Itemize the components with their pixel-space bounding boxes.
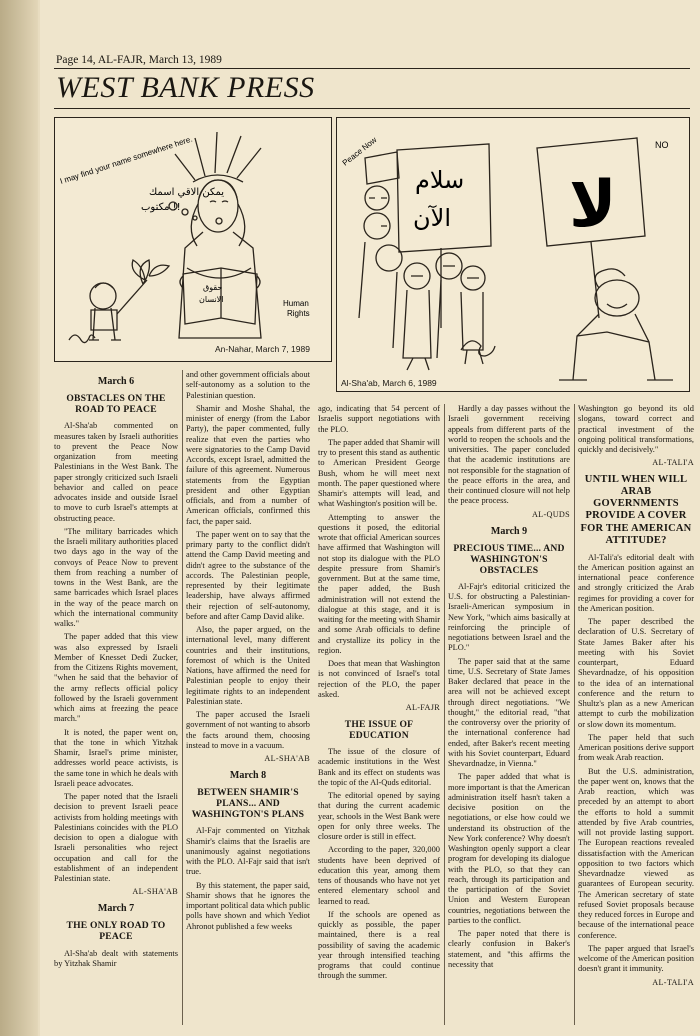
article-paragraph: The issue of the closure of academic institutions in the West Bank and its effect on students was the topic of the Al-Quds editorial.	[318, 747, 440, 787]
source-credit: AL-SHA'AB	[132, 887, 178, 897]
column-4	[448, 404, 570, 973]
article-paragraph: Shamir and Moshe Shahal, the minister of energy (from the Labor Party), the paper commented, fully realize that even the parties who were signatories to the Camp David Accords, except Israel, admitted the failure of this agreement. Numerous statements from the Egyptian president and other Egyptian officials, and from a number of American officials, confirmed this fact, the paper said.	[186, 403, 310, 526]
column-5	[578, 404, 694, 994]
date-heading: March 9	[490, 525, 528, 537]
sign-no-en: NO	[655, 140, 669, 150]
article-headline: UNTIL WHEN WILL ARAB GOVERNMENTS PROVIDE A COVER FOR THE AMERICAN ATTITUDE?	[580, 474, 692, 546]
masthead-rule	[54, 108, 690, 109]
article-paragraph: The paper described the declaration of U.S. Secretary of State James Baker after his meeting with his Soviet counterpart, Eduard Shevardnadze, of his opposition to the idea of an international conference and the return to Shultz's plan as a new American attempt to curb the mobilization or slow down its momentum.	[578, 617, 694, 729]
page-folio: Page 14, AL-FAJR, March 13, 1989	[56, 54, 222, 66]
date-heading: March 6	[97, 376, 135, 387]
article-paragraph: Al-Sha'ab dealt with statements by Yitzhak Shamir	[54, 948, 178, 968]
article-paragraph: Also, the paper argued, on the international level, many different countries and their institutions, foremost of which is the United Nations, have affirmed the need for Palestinian people to enjoy their legitimate rights to an independent Palestinian state.	[186, 625, 310, 706]
article-paragraph: Washington go beyond its old slogans, toward correct and practical investment of the ongoing political transformations, quickly and decisively."	[578, 404, 694, 454]
cartoon-drawing-right	[337, 118, 690, 392]
article-paragraph: It is noted, the paper went on, that the tone in which Yitzhak Shamir, Israel's prime minister, addresses world peace activists, is the same tone in which he deals with Israeli peace advocates.	[54, 727, 178, 788]
article-paragraph: Does that mean that Washington is not convinced of Israel's total rejection of the PLO, the paper asked.	[318, 659, 440, 699]
date-heading: March 7	[97, 903, 135, 915]
article-paragraph: The paper went on to say that the primary party to the conflict didn't attend the Camp David meeting and didn't agree to the substance of the accords. The Palestinian people, represented by their legitimate leadership, have always affirmed their rejection of self-autonomy, before and after Camp David alike.	[186, 529, 310, 621]
source-credit: AL-FAJR	[405, 703, 440, 712]
book-title-ar-2: الانسان	[199, 295, 224, 304]
cartoon-drawing-left	[55, 118, 332, 362]
article-paragraph: Hardly a day passes without the Israeli government receiving appeals from different parts of the world to reopen the schools and the universities. The paper concluded that the academic institutions are not responsible for the stagnation of the peace efforts in the area, and their continued closure will not help the peace process.	[448, 404, 570, 506]
column-divider	[574, 404, 575, 1025]
column-divider	[182, 370, 183, 1025]
article-paragraph: The paper added that Shamir will try to present this stand as authentic to American President George Bush, whom he will meet next month. The paper questioned where Shamir's attempts will lead, and what Washington's position will be.	[318, 437, 440, 509]
article-headline: OBSTACLES ON THE ROAD TO PEACE	[66, 393, 166, 416]
article-paragraph: The paper held that such American positions derive support from weak Arab reaction.	[578, 732, 694, 763]
article-paragraph: By this statement, the paper said, Shamir shows that he ignores the important political data which public polls have shown and which Yediot Ahronot published a few weeks	[186, 880, 310, 931]
article-headline: THE ISSUE OF EDUCATION	[344, 719, 414, 742]
article-paragraph: Al-Fajr's editorial criticized the U.S. for obstructing a Palestinian-Israeli-American symposium in New York, "which aims basically at reinforcing the principle of negotiations between Israel and the PLO."	[448, 581, 570, 653]
column-divider	[444, 404, 445, 1025]
date-heading: March 8	[229, 770, 267, 781]
speech-text-ar-2: مكتوب !!	[141, 202, 181, 213]
article-paragraph: The paper noted that the Israeli decision to prevent Israeli peace activists from holding meetings with Palestinians coincides with the PLO decision to open a dialogue with Israeli personalities who reject occupation and call for the establishment of an independent Palestinian state.	[54, 792, 178, 883]
article-paragraph: Attempting to answer the questions it posed, the editorial wrote that official American sources have affirmed that Washington will not stop its dialogue with the PLO despite pressure from Shamir's government. But at the same time, the paper added, the Bush administration will not extend the dialogue at this stage, and it is waiting for the meeting with Shamir and some Arab officials to define and crystallize its policy in the region.	[318, 512, 440, 655]
article-paragraph: ago, indicating that 54 percent of Israelis support negotiations with the PLO.	[318, 404, 440, 434]
article-paragraph: But the U.S. administration, the paper went on, knows that the Arab reaction, which was preceded by an attempt to abort the efforts to hold a summit attended by five Arab countries, will not provide lasting support. The European reactions revealed dissatisfaction with the American opposition to two factors which Shevardnadze viewed as guarantees of European security. The American secretary of state refused Soviet proposals because they reduced forces in Europe and because of the international peace conference.	[578, 766, 694, 940]
source-credit: AL-TALI'A	[652, 977, 694, 987]
article-headline: THE ONLY ROAD TO PEACE	[66, 920, 166, 943]
article-headline: PRECIOUS TIME... AND WASHINGTON'S OBSTACLES	[453, 542, 565, 576]
book-title-en-2: Rights	[287, 309, 310, 318]
article-paragraph: and other government officials about self-autonomy as a solution to the Palestinian question.	[186, 370, 310, 400]
article-paragraph: The paper added that what is more important is that the American administration itself hasn't taken a decisive position on the negotiations, or else how could we understand its obstruction of the New York conference? Why doesn't Washington openly support a clear program for developing its dialogue with the PLO, so that they can reach, through its participation and the participation of the Soviet Union and Western European countries, negotiations between the parties to the conflict.	[448, 772, 570, 925]
article-paragraph: The paper argued that Israel's welcome of the American position doesn't grant it immunity.	[578, 943, 694, 974]
article-paragraph: The paper added that this view was also expressed by Israeli Member of Knesset Dedi Zucker, from the Citizens Rights movement, "when he said that the behavior of the army reflects official policy followed by the Israeli government which aims at freezing the peace march."	[54, 632, 178, 724]
source-credit: AL-SHA'AB	[264, 754, 310, 763]
sign-peace-now: Peace Now	[340, 135, 379, 168]
article-paragraph: Al-Fajr commented on Yitzhak Shamir's claims that the Israelis are unanimously against negotiations with the PLO. Al-Fajr said that isn't true.	[186, 826, 310, 877]
article-paragraph: "The military barricades which the Israeli military authorities placed two days ago in the way of the convoys of Peace Now to prevent them from reaching a number of towns in the West Bank, are the same barricades which Israel places in the way of the peace march on which the international community walks."	[54, 526, 178, 628]
source-credit: AL-TALI'A	[652, 458, 694, 468]
top-rule	[54, 68, 690, 69]
column-2	[186, 370, 310, 935]
sign-ar-line-2: الآن	[413, 204, 451, 232]
sign-no-ar: لا	[569, 168, 617, 242]
source-credit: AL-QUDS	[531, 509, 570, 519]
column-3	[318, 404, 440, 985]
article-paragraph: If the schools are opened as quickly as possible, the paper maintained, there is a real possibility of saving the academic year through intensified teaching programs that could continue through the summer.	[318, 909, 440, 981]
section-masthead: WEST BANK PRESS	[56, 71, 315, 104]
article-paragraph: Al-Tali'a's editorial dealt with the American position against an international peace conference and strongly criticized the Arab regimes for providing a cover for the American position.	[578, 552, 694, 613]
article-paragraph: According to the paper, 320,000 students have been deprived of education this year, among them tens of thousands who have not yet entered elementary school and learned to read.	[318, 845, 440, 906]
article-paragraph: The editorial opened by saying that during the current academic year, schools in the West Bank were open for only three weeks. The closure order is still in effect.	[318, 791, 440, 842]
sign-ar-line-1: سلام	[415, 166, 465, 194]
cartoon-peace-now	[336, 117, 690, 392]
book-title-en-1: Human	[283, 299, 309, 308]
column-1	[54, 370, 178, 972]
newspaper-page	[40, 0, 700, 1036]
article-paragraph: The paper said that at the same time, U.S. Secretary of State James Baker declared that peace in the area will not be achieved except through direct negotiations. "We thought," the editorial read, "that the controversy over the priority of the international conference had ended, after Baker's recent meeting with his Soviet counterpart, Eduard Shevardnadze, in Vienna."	[448, 656, 570, 769]
speech-text-ar-1: يمكن الاقي اسمك	[149, 187, 225, 198]
cartoon-statue-of-liberty	[54, 117, 332, 362]
page-binding	[0, 0, 38, 1036]
article-paragraph: The paper accused the Israeli government of not wanting to absorb the facts around them, choosing instead to move in a vacuum.	[186, 710, 310, 750]
speech-text-en: I may find your name somewhere here.	[58, 134, 194, 186]
article-paragraph: The paper noted that there is clearly confusion in Baker's statement, and "this affirms the necessity that	[448, 929, 570, 969]
book-title-ar-1: حقوق	[203, 283, 223, 292]
article-headline: BETWEEN SHAMIR'S PLANS... AND WASHINGTON'S PLANS	[191, 787, 305, 821]
cartoon-right-caption: Al-Sha'ab, March 6, 1989	[341, 378, 437, 388]
article-paragraph: Al-Sha'ab commented on measures taken by Israeli authorities to prevent the Peace Now organization from meeting Palestinians in the West Bank. The paper strongly criticized such Israeli behavior and called on peace advocates inside and outside Israel to move to curb Israel's attempts at obstructing peace.	[54, 421, 178, 523]
cartoon-left-caption: An-Nahar, March 7, 1989	[215, 344, 310, 354]
